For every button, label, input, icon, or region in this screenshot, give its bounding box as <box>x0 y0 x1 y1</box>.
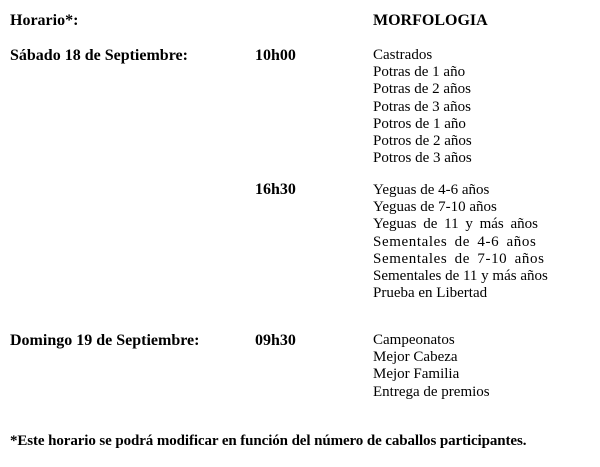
day1-date: Sábado 18 de Septiembre: <box>10 47 188 64</box>
list-item: Potros de 2 años <box>373 133 472 150</box>
list-item: Mejor Familia <box>373 366 460 383</box>
list-item: Potras de 2 años <box>373 81 471 98</box>
list-item: Castrados <box>373 47 433 63</box>
list-item: Potras de 1 año <box>373 64 466 81</box>
horario-label: Horario*: <box>10 12 79 29</box>
day1-session2-time: 16h30 <box>255 181 296 198</box>
list-item: Entrega de premios <box>373 383 490 400</box>
list-item: Yeguas de 7-10 años <box>373 199 497 216</box>
day1-session2-list <box>373 182 548 302</box>
list-item: Prueba en Libertad <box>373 285 488 302</box>
list-item: Yeguas de 11 y más años <box>373 216 538 233</box>
page-title: MORFOLOGIA <box>373 12 488 29</box>
list-item: Sementales de 11 y más años <box>373 268 548 285</box>
day2-date: Domingo 19 de Septiembre: <box>10 332 200 349</box>
list-item: Sementales de 7-10 años <box>373 250 545 267</box>
list-item: Potros de 1 año <box>373 115 466 132</box>
day2-session1-time: 09h30 <box>255 332 296 349</box>
day1-session1-list <box>373 47 472 167</box>
list-item: Campeonatos <box>373 332 455 348</box>
day1-session1-time: 10h00 <box>255 47 296 64</box>
footnote: *Este horario se podrá modificar en función del número de caballos participantes. <box>10 433 527 449</box>
list-item: Mejor Cabeza <box>373 349 458 366</box>
list-item: Potros de 3 años <box>373 150 472 167</box>
list-item: Sementales de 4-6 años <box>373 233 537 250</box>
list-item: Potras de 3 años <box>373 98 471 115</box>
day2-session1-list <box>373 332 490 401</box>
list-item: Yeguas de 4-6 años <box>373 182 490 198</box>
